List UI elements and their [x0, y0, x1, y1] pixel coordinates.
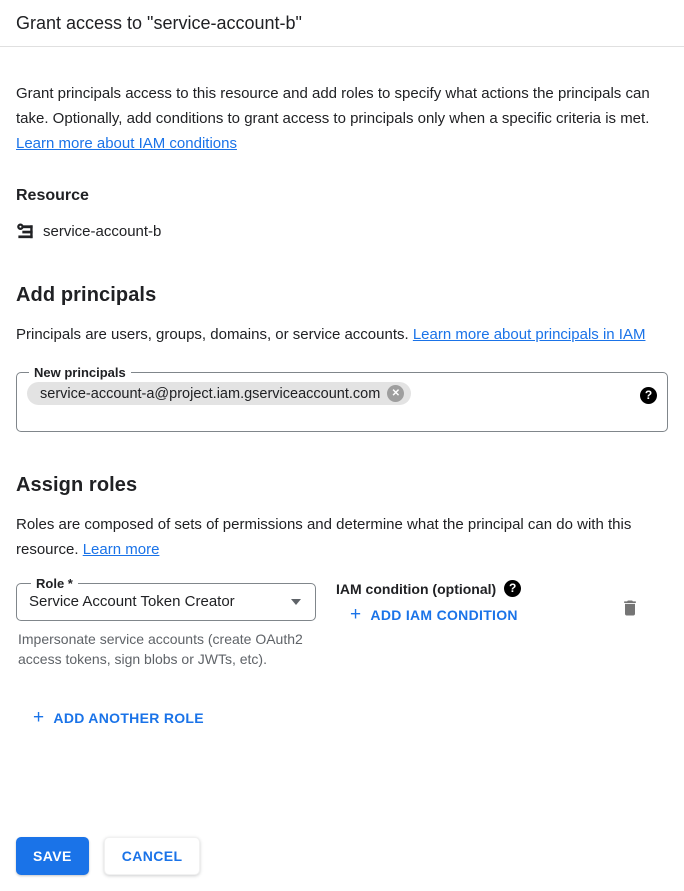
- add-another-role-button[interactable]: [33, 707, 204, 728]
- roles-learn-more-link[interactable]: Learn more: [82, 541, 160, 558]
- role-selected-value: Service Account Token Creator: [29, 593, 235, 610]
- principals-learn-more-link[interactable]: Learn more about principals in IAM: [412, 326, 646, 343]
- assign-roles-heading: Assign roles: [16, 474, 138, 496]
- dialog-title: Grant access to "service-account-b": [16, 13, 302, 33]
- condition-help-icon[interactable]: ?: [504, 580, 521, 597]
- role-label: Role *: [36, 576, 73, 591]
- resource-name: service-account-b: [43, 223, 162, 240]
- dropdown-arrow-icon: [291, 599, 301, 605]
- add-another-role-label: ADD ANOTHER ROLE: [53, 710, 204, 726]
- chip-close-icon[interactable]: ✕: [387, 385, 404, 402]
- add-iam-condition-button[interactable]: [350, 604, 518, 625]
- delete-role-button[interactable]: [620, 598, 640, 618]
- resource-row: [16, 222, 668, 241]
- principal-chip-label: service-account-a@project.iam.gserviceaccount.com: [40, 385, 381, 402]
- assign-roles-text: Roles are composed of sets of permissions and determine what the principal can do with this resource.: [16, 516, 632, 558]
- plus-icon: +: [33, 707, 45, 728]
- plus-icon: +: [350, 604, 362, 625]
- new-principals-field[interactable]: [16, 365, 668, 432]
- principal-chip[interactable]: [27, 382, 411, 405]
- role-select[interactable]: [16, 576, 316, 621]
- add-iam-condition-label: ADD IAM CONDITION: [370, 607, 518, 623]
- intro-paragraph: [0, 81, 684, 156]
- role-column: [16, 576, 316, 669]
- new-principals-label: New principals: [34, 365, 126, 380]
- add-principals-heading: Add principals: [16, 284, 157, 306]
- assign-roles-paragraph: [0, 512, 684, 562]
- iam-conditions-link[interactable]: Learn more about IAM conditions: [16, 135, 237, 152]
- role-row: [0, 576, 684, 669]
- cancel-button[interactable]: CANCEL: [104, 837, 201, 875]
- add-principals-paragraph: [0, 322, 684, 347]
- trash-icon: [620, 598, 640, 618]
- footer-actions: [16, 837, 200, 875]
- service-account-icon: [16, 222, 35, 241]
- intro-text: Grant principals access to this resource and add roles to specify what actions the principals can take. Optionally, add conditions to grant access to principals only when a specific criteria is met.: [16, 85, 650, 127]
- resource-heading: Resource: [16, 187, 89, 204]
- save-button[interactable]: SAVE: [16, 837, 89, 875]
- condition-column: [336, 576, 620, 625]
- principals-help-icon[interactable]: ?: [640, 387, 657, 404]
- role-description: Impersonate service accounts (create OAuth2 access tokens, sign blobs or JWTs, etc).: [18, 631, 303, 667]
- iam-condition-label: IAM condition (optional): [336, 580, 497, 597]
- dialog-header: [0, 0, 684, 47]
- add-principals-text: Principals are users, groups, domains, or service accounts.: [16, 326, 413, 343]
